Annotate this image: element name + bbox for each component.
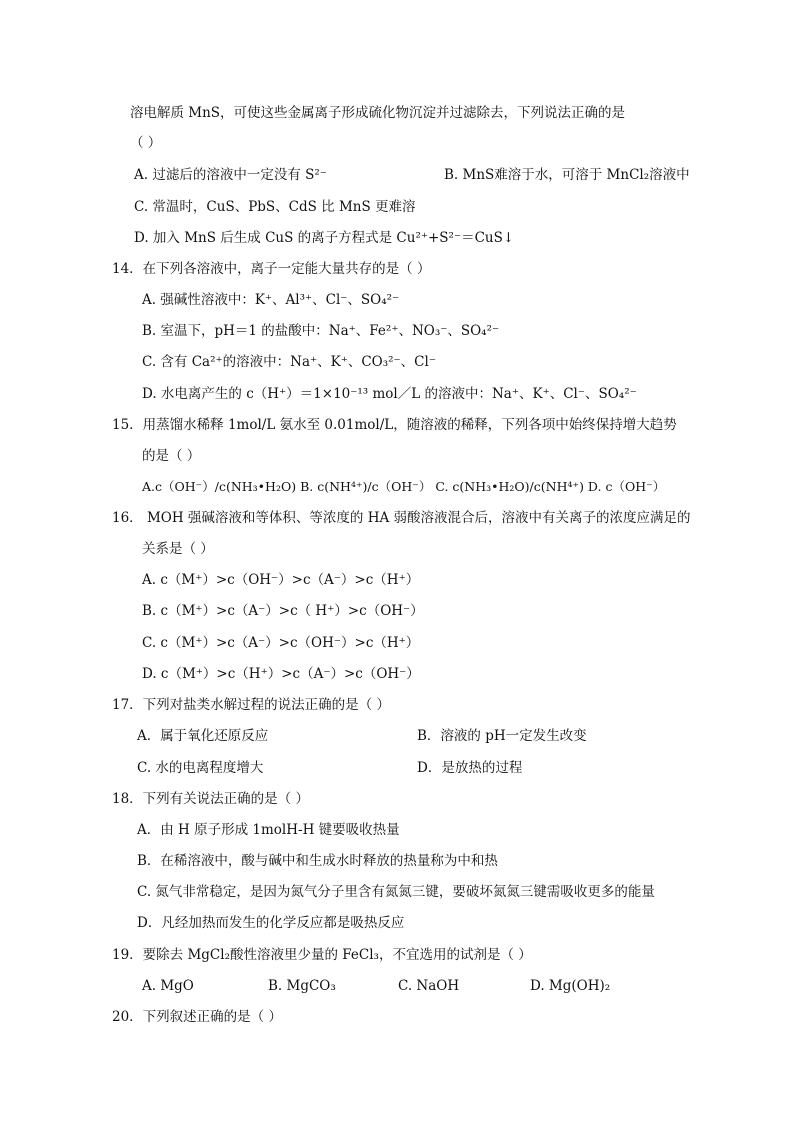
- q18-option-d: D．凡经加热而发生的化学反应都是吸热反应: [137, 915, 405, 931]
- q16-stem-line2: 关系是（ ）: [142, 541, 214, 557]
- q16-option-c: C. c（M⁺）>c（A⁻）>c（OH⁻）>c（H⁺）: [142, 635, 420, 651]
- q13-option-d: D. 加入 MnS 后生成 CuS 的离子方程式是 Cu²⁺+S²⁻＝CuS↓: [134, 230, 515, 246]
- q19-stem: 19．要除去 MgCl₂酸性溶液里少量的 FeCl₃，不宜选用的试剂是（ ）: [112, 947, 532, 963]
- q18-option-b: B．在稀溶液中，酸与碱中和生成水时释放的热量称为中和热: [137, 853, 498, 869]
- q19-option-a: A. MgO: [142, 978, 194, 994]
- q14-option-c: C. 含有 Ca²⁺的溶液中：Na⁺、K⁺、CO₃²⁻、Cl⁻: [142, 354, 436, 370]
- q13-option-a: A. 过滤后的溶液中一定没有 S²⁻: [134, 167, 327, 183]
- q15-stem-line2: 的是（ ）: [142, 448, 201, 464]
- q17-option-d: D．是放热的过程: [417, 760, 523, 776]
- q13-stem-continuation: 溶电解质 MnS，可使这些金属离子形成硫化物沉淀并过滤除去，下列说法正确的是: [130, 105, 626, 121]
- q20-stem: 20．下列叙述正确的是（ ）: [112, 1009, 282, 1025]
- q14-stem: 14．在下列各溶液中，离子一定能大量共存的是（ ）: [112, 261, 431, 277]
- q14-option-d: D. 水电离产生的 c（H⁺）＝1×10⁻¹³ mol／L 的溶液中：Na⁺、K⁺、Cl⁻、SO₄²⁻: [142, 386, 637, 402]
- q13-option-c: C. 常温时，CuS、PbS、CdS 比 MnS 更难溶: [134, 199, 416, 215]
- q15-options: A.c（OH⁻）/c(NH₃•H₂O) B. c(NH⁴⁺)/c（OH⁻） C. c(NH₃•H₂O)/c(NH⁴⁺) D. c（OH⁻）: [142, 479, 666, 494]
- q17-option-a: A．属于氧化还原反应: [137, 728, 269, 744]
- q16-option-a: A. c（M⁺）>c（OH⁻）>c（A⁻）>c（H⁺）: [142, 572, 420, 588]
- q16-option-b: B. c（M⁺）>c（A⁻）>c（ H⁺）>c（OH⁻）: [142, 603, 424, 619]
- q19-option-c: C. NaOH: [398, 978, 460, 994]
- q19-option-d: D. Mg(OH)₂: [530, 978, 611, 994]
- q14-option-a: A. 强碱性溶液中：K⁺、Al³⁺、Cl⁻、SO₄²⁻: [142, 292, 400, 308]
- q16-option-d: D. c（M⁺）>c（H⁺）>c（A⁻）>c（OH⁻）: [142, 666, 420, 682]
- q13-option-b: B. MnS难溶于水，可溶于 MnCl₂溶液中: [444, 167, 690, 183]
- q14-option-b: B. 室温下，pH＝1 的盐酸中：Na⁺、Fe²⁺、NO₃⁻、SO₄²⁻: [142, 323, 500, 339]
- q18-option-a: A．由 H 原子形成 1molH-H 键要吸收热量: [137, 822, 400, 838]
- q15-stem-line1: 15．用蒸馏水稀释 1mol/L 氨水至 0.01mol/L，随溶液的稀释，下列各项中始终保持增大趋势: [112, 417, 677, 433]
- q18-stem: 18．下列有关说法正确的是（ ）: [112, 791, 309, 807]
- q16-stem-line1: 16． MOH 强碱溶液和等体积、等浓度的 HA 弱酸溶液混合后，溶液中有关离子的浓度应满足的: [112, 510, 691, 526]
- q13-answer-paren: （ ）: [130, 135, 162, 151]
- q18-option-c: C. 氮气非常稳定，是因为氮气分子里含有氮氮三键，要破坏氮氮三键需吸收更多的能量: [137, 884, 655, 900]
- q17-stem: 17．下列对盐类水解过程的说法正确的是（ ）: [112, 697, 390, 713]
- q17-option-b: B．溶液的 pH一定发生改变: [417, 728, 587, 744]
- q19-option-b: B. MgCO₃: [268, 978, 336, 994]
- q17-option-c: C. 水的电离程度增大: [137, 760, 264, 776]
